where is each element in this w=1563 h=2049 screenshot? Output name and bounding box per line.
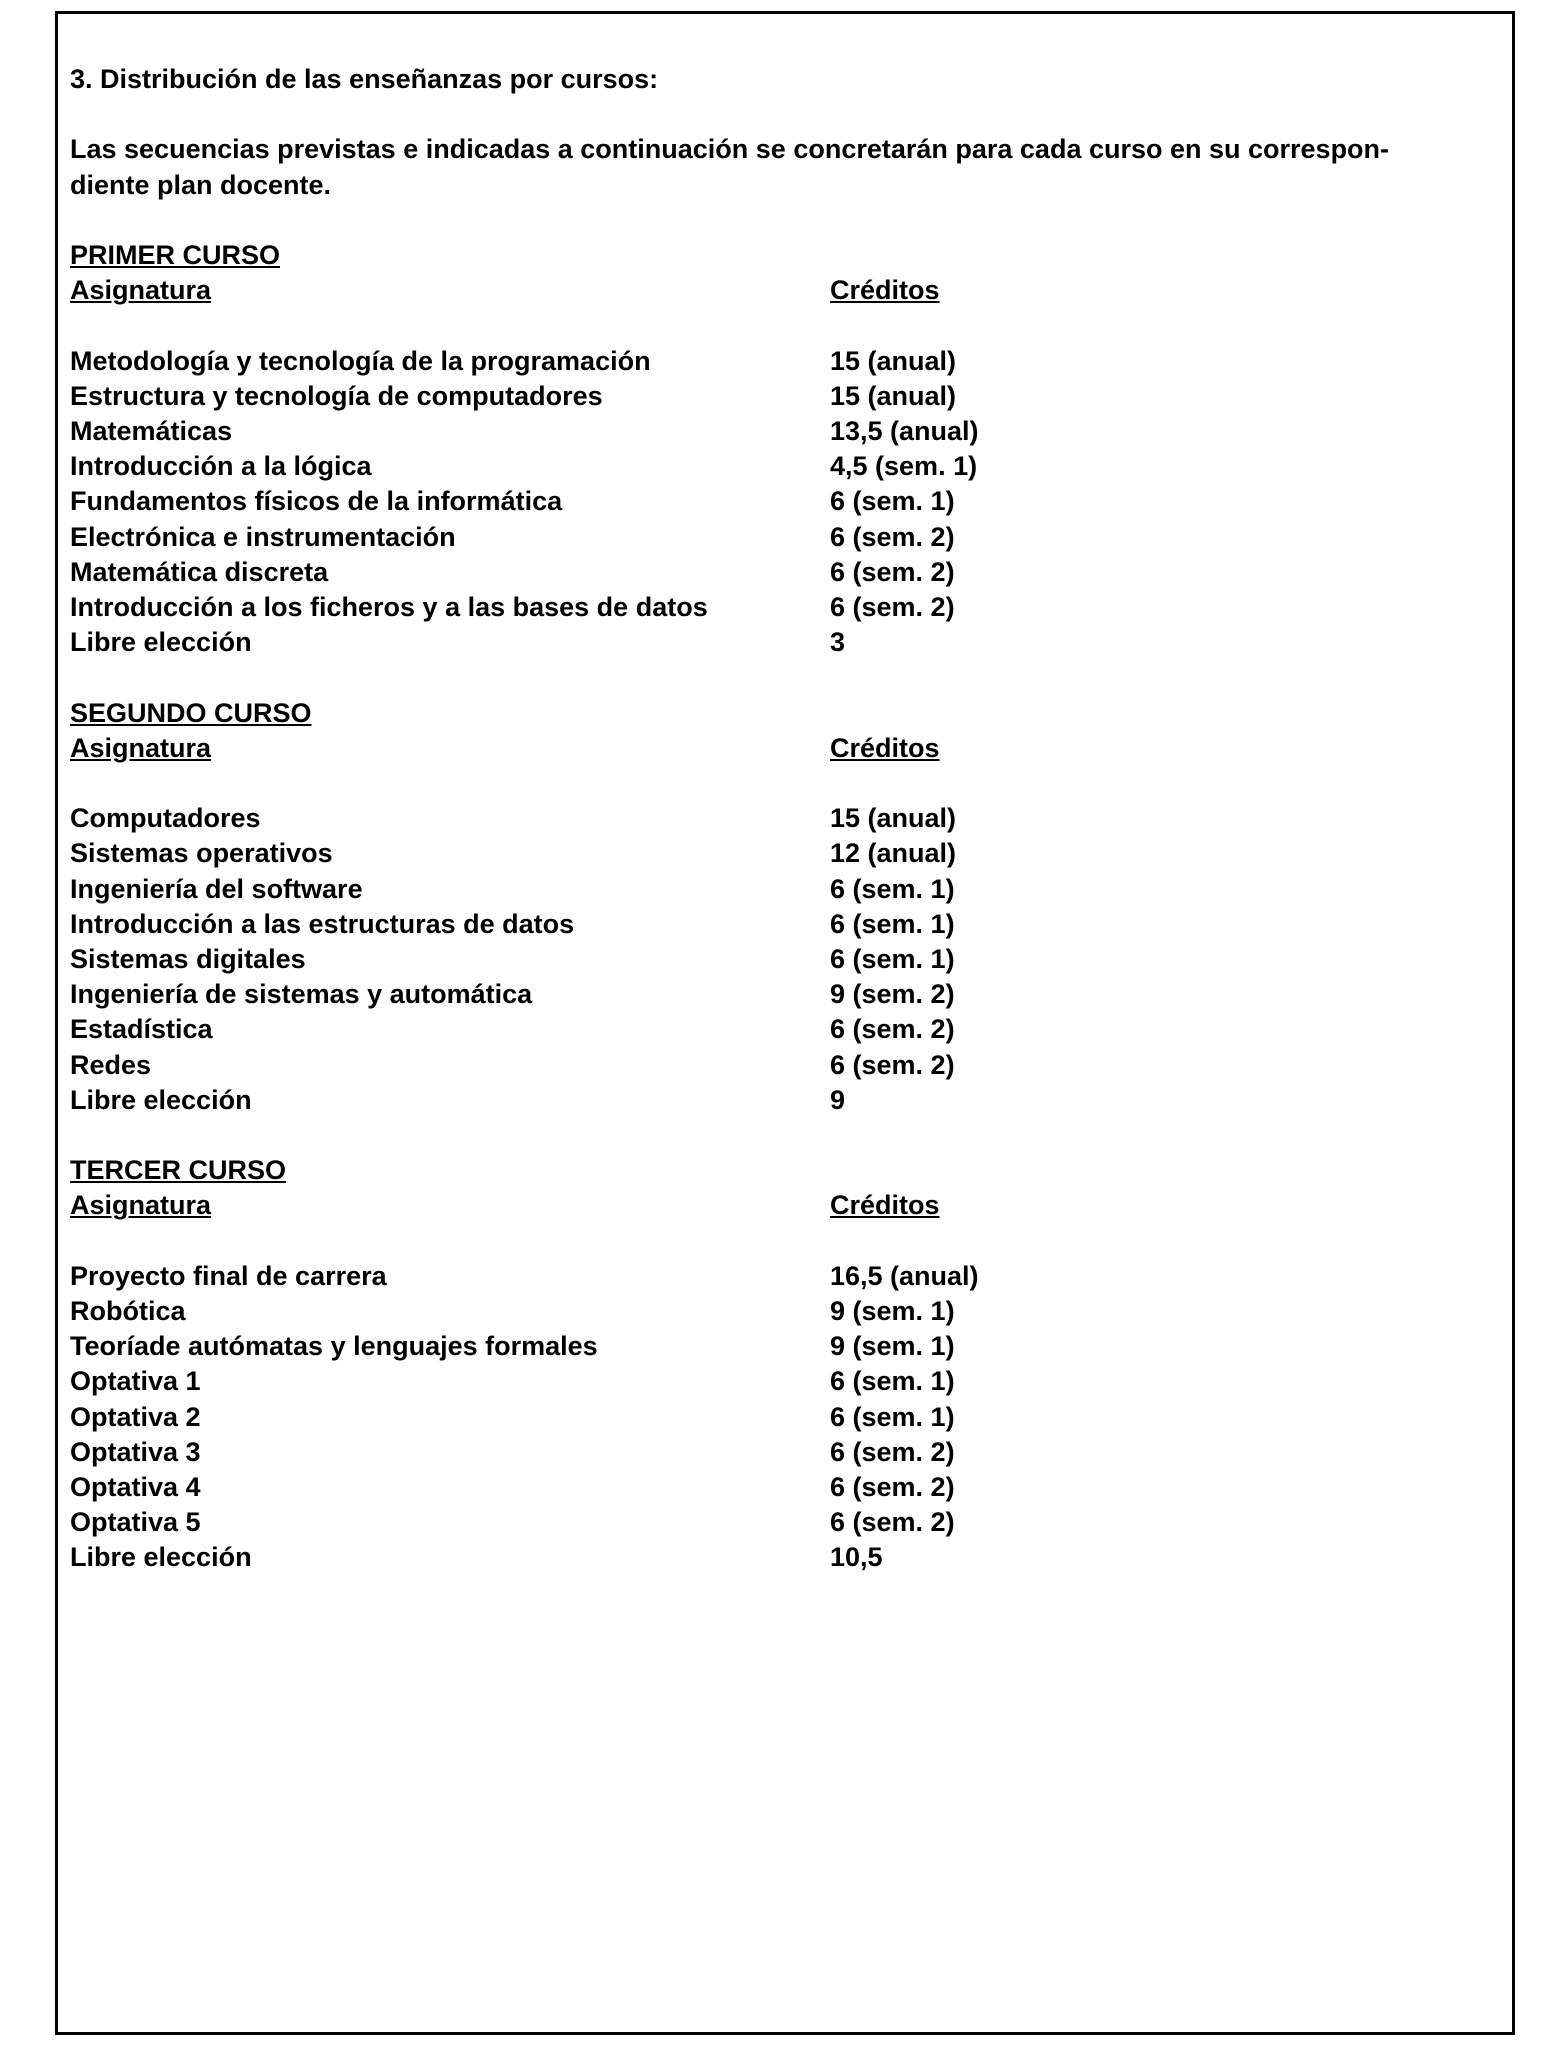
subject-name: Libre elección — [70, 1542, 252, 1573]
subject-credits: 6 (sem. 2) — [830, 1436, 955, 1467]
table-row — [70, 1012, 1430, 1047]
subject-name: Sistemas digitales — [70, 944, 306, 974]
column-header-credits: Créditos — [830, 1190, 940, 1221]
subject-name: Optativa 2 — [70, 1401, 201, 1432]
table-row — [70, 872, 1430, 907]
table-row — [70, 1048, 1430, 1083]
table-row — [70, 484, 1430, 519]
table-row — [70, 1505, 1430, 1540]
table-row — [70, 590, 1430, 625]
column-header-credits: Créditos — [830, 732, 940, 763]
document-body — [70, 62, 1430, 1576]
table-row — [70, 801, 1430, 836]
course-title: SEGUNDO CURSO — [70, 697, 312, 728]
subject-credits: 9 (sem. 1) — [830, 1331, 955, 1362]
subject-name: Optativa 4 — [70, 1472, 201, 1503]
table-row — [70, 1259, 1430, 1294]
course-title: PRIMER CURSO — [70, 239, 281, 270]
table-row — [70, 1083, 1430, 1118]
table-row — [70, 1400, 1430, 1435]
table-row — [70, 977, 1430, 1012]
table-row — [70, 942, 1430, 977]
table-row — [70, 1435, 1430, 1470]
subject-name: Ingeniería de sistemas y automática — [70, 979, 533, 1010]
subject-name: Matemáticas — [70, 415, 233, 446]
column-header-row — [70, 1188, 1430, 1223]
subject-credits: 6 (sem. 2) — [830, 1014, 955, 1045]
subject-name: Ingeniería del software — [70, 873, 363, 904]
courses-container — [70, 238, 1430, 1576]
subject-name: Estructura y tecnología de computadores — [70, 380, 603, 411]
subject-name: Robótica — [70, 1296, 186, 1326]
subject-credits: 6 (sem. 2) — [830, 1472, 955, 1503]
table-row — [70, 555, 1430, 590]
subject-name: Redes — [70, 1049, 152, 1080]
column-header-subject: Asignatura — [70, 275, 212, 306]
column-header-row — [70, 273, 1430, 308]
subject-credits: 10,5 — [830, 1542, 883, 1573]
subject-name: Introducción a las estructuras de datos — [70, 908, 575, 939]
column-header-row — [70, 731, 1430, 766]
table-row — [70, 449, 1430, 484]
intro-line-1: Las secuencias previstas e indicadas a continuación se concretarán para cada curso en su correspon- — [70, 134, 1390, 165]
table-row — [70, 1540, 1430, 1575]
subject-name: Libre elección — [70, 1084, 252, 1115]
subject-name: Introducción a los ficheros y a las bases de datos — [70, 592, 708, 622]
intro-line-2: diente plan docente. — [70, 169, 332, 200]
subject-credits: 6 (sem. 1) — [830, 486, 955, 517]
course-title: TERCER CURSO — [70, 1155, 287, 1186]
table-row — [70, 520, 1430, 555]
subject-credits: 6 (sem. 2) — [830, 556, 955, 587]
column-header-credits: Créditos — [830, 275, 940, 306]
subject-credits: 6 (sem. 1) — [830, 908, 955, 939]
subject-name: Proyecto final de carrera — [70, 1260, 387, 1291]
table-row — [70, 1470, 1430, 1505]
subject-name: Metodología y tecnología de la programación — [70, 345, 651, 376]
subject-credits: 6 (sem. 2) — [830, 1049, 955, 1080]
subject-credits: 9 — [830, 1084, 846, 1115]
subject-credits: 15 (anual) — [830, 345, 957, 376]
subject-name: Matemática discreta — [70, 556, 329, 587]
column-header-subject: Asignatura — [70, 732, 212, 763]
subject-credits: 6 (sem. 1) — [830, 873, 955, 904]
subject-credits: 15 (anual) — [830, 380, 957, 411]
course-section — [70, 696, 1430, 1154]
subject-name: Optativa 3 — [70, 1436, 201, 1467]
table-row — [70, 1329, 1430, 1364]
course-section — [70, 238, 1430, 696]
subject-credits: 16,5 (anual) — [830, 1260, 979, 1291]
subject-name: Sistemas operativos — [70, 838, 333, 869]
subject-name: Libre elección — [70, 627, 252, 658]
subject-credits: 6 (sem. 1) — [830, 1401, 955, 1432]
table-row — [70, 836, 1430, 871]
table-row — [70, 379, 1430, 414]
table-row — [70, 1294, 1430, 1329]
subject-name: Teoríade autómatas y lenguajes formales — [70, 1331, 598, 1362]
subject-name: Computadores — [70, 803, 261, 834]
subject-credits: 6 (sem. 2) — [830, 1507, 955, 1538]
subject-credits: 3 — [830, 627, 846, 658]
subject-credits: 6 (sem. 1) — [830, 1366, 955, 1397]
table-row — [70, 907, 1430, 942]
subject-credits: 12 (anual) — [830, 838, 957, 869]
subject-credits: 9 (sem. 1) — [830, 1296, 955, 1326]
table-row — [70, 414, 1430, 449]
course-section — [70, 1153, 1430, 1575]
section-heading: 3. Distribución de las enseñanzas por cursos: — [70, 64, 659, 94]
subject-name: Introducción a la lógica — [70, 451, 372, 482]
subject-credits: 13,5 (anual) — [830, 415, 979, 446]
table-row — [70, 344, 1430, 379]
subject-credits: 4,5 (sem. 1) — [830, 451, 978, 482]
table-row — [70, 1364, 1430, 1399]
subject-credits: 6 (sem. 2) — [830, 592, 955, 622]
table-row — [70, 625, 1430, 660]
subject-name: Electrónica e instrumentación — [70, 521, 456, 552]
subject-credits: 6 (sem. 2) — [830, 521, 955, 552]
subject-credits: 15 (anual) — [830, 803, 957, 834]
subject-name: Optativa 5 — [70, 1507, 201, 1538]
subject-name: Optativa 1 — [70, 1366, 201, 1397]
subject-name: Estadística — [70, 1014, 213, 1045]
column-header-subject: Asignatura — [70, 1190, 212, 1221]
subject-credits: 6 (sem. 1) — [830, 944, 955, 974]
subject-credits: 9 (sem. 2) — [830, 979, 955, 1010]
subject-name: Fundamentos físicos de la informática — [70, 486, 563, 517]
